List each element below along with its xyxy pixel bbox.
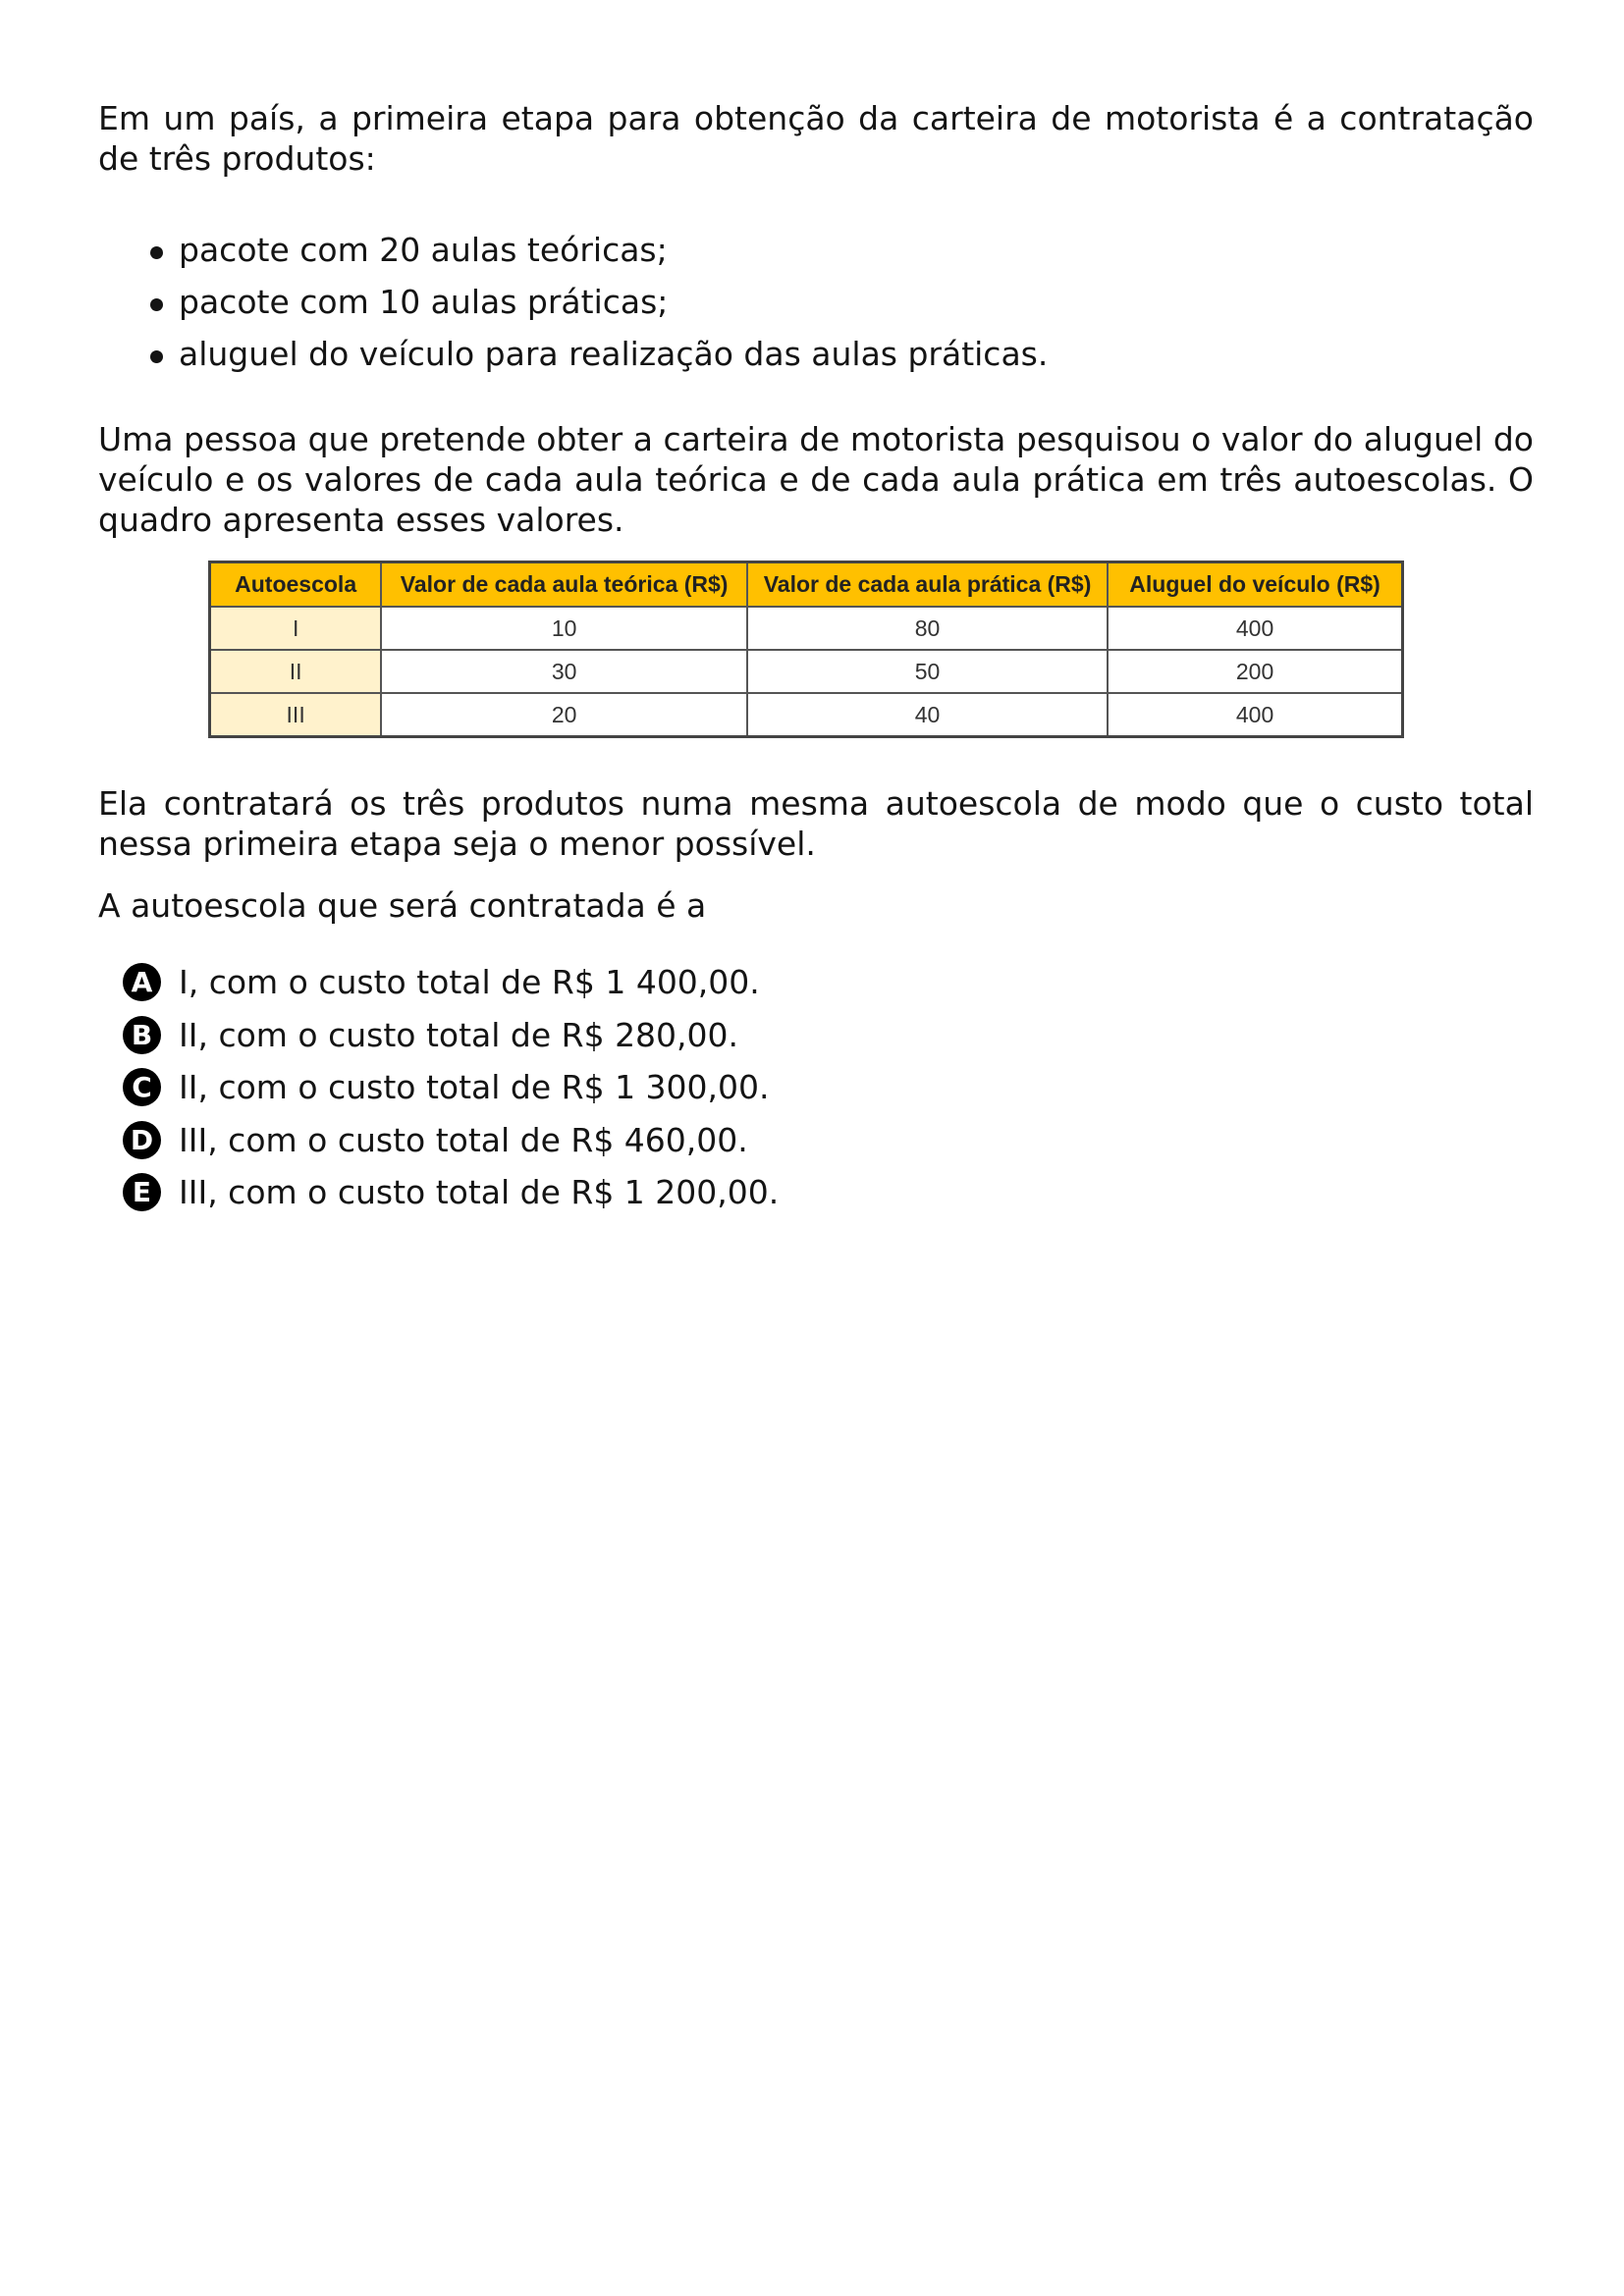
question-lower-section	[98, 783, 1534, 1225]
product-item-text: pacote com 10 aulas práticas;	[179, 283, 669, 321]
option-text: II, com o custo total de R$ 280,00.	[179, 1015, 739, 1054]
answer-option-a[interactable]	[123, 962, 1534, 1015]
statement-paragraph: Ela contratará os três produtos numa mesma autoescola de modo que o custo total nessa primeira etapa seja o menor possível.	[98, 784, 1534, 863]
column-header-aula-pratica: Valor de cada aula prática (R$)	[747, 562, 1108, 608]
row-label: II	[210, 650, 382, 693]
table-header-row	[210, 562, 1403, 608]
answer-option-e[interactable]	[123, 1172, 1534, 1225]
table-cell: 400	[1108, 607, 1402, 650]
table-cell: 40	[747, 693, 1108, 737]
answer-option-c[interactable]	[123, 1067, 1534, 1120]
table-cell: 400	[1108, 693, 1402, 737]
row-label: I	[210, 607, 382, 650]
table-row	[210, 650, 1403, 693]
product-item-text: aluguel do veículo para realização das aulas práticas.	[179, 335, 1049, 373]
list-item	[147, 230, 1534, 282]
option-letter-c-icon: C	[123, 1068, 161, 1106]
table-cell: 10	[381, 607, 747, 650]
table-cell: 200	[1108, 650, 1402, 693]
bullet-icon	[150, 350, 163, 363]
table-cell: 50	[747, 650, 1108, 693]
table-row	[210, 693, 1403, 737]
answer-option-d[interactable]	[123, 1120, 1534, 1173]
list-item	[147, 282, 1534, 334]
table-cell: 30	[381, 650, 747, 693]
bullet-icon	[150, 246, 163, 259]
table-cell: 80	[747, 607, 1108, 650]
list-item	[147, 334, 1534, 386]
question-prompt: A autoescola que será contratada é a	[98, 886, 707, 925]
intro-paragraph: Em um país, a primeira etapa para obtenção da carteira de motorista é a contratação de três produtos:	[98, 99, 1534, 178]
option-text: III, com o custo total de R$ 1 200,00.	[179, 1173, 780, 1211]
context-paragraph: Uma pessoa que pretende obter a carteira de motorista pesquisou o valor do aluguel do veículo e os valores de cada aula teórica e de cada aula prática em três autoescolas. O quadro apresenta esses valores.	[98, 420, 1534, 539]
option-letter-e-icon: E	[123, 1173, 161, 1211]
option-letter-d-icon: D	[123, 1121, 161, 1159]
option-text: III, com o custo total de R$ 460,00.	[179, 1120, 748, 1159]
price-table	[208, 561, 1404, 738]
answer-option-b[interactable]	[123, 1015, 1534, 1068]
bullet-icon	[150, 298, 163, 311]
option-letter-b-icon: B	[123, 1016, 161, 1054]
option-text: I, com o custo total de R$ 1 400,00.	[179, 963, 760, 1001]
option-letter-a-icon: A	[123, 963, 161, 1001]
column-header-aula-teorica: Valor de cada aula teórica (R$)	[381, 562, 747, 608]
table-row	[210, 607, 1403, 650]
answer-options	[123, 962, 1534, 1225]
column-header-aluguel: Aluguel do veículo (R$)	[1108, 562, 1402, 608]
row-label: III	[210, 693, 382, 737]
table-cell: 20	[381, 693, 747, 737]
product-list	[147, 230, 1534, 386]
option-text: II, com o custo total de R$ 1 300,00.	[179, 1068, 770, 1106]
column-header-autoescola: Autoescola	[210, 562, 382, 608]
question-page	[98, 98, 1534, 1211]
product-item-text: pacote com 20 aulas teóricas;	[179, 231, 668, 269]
